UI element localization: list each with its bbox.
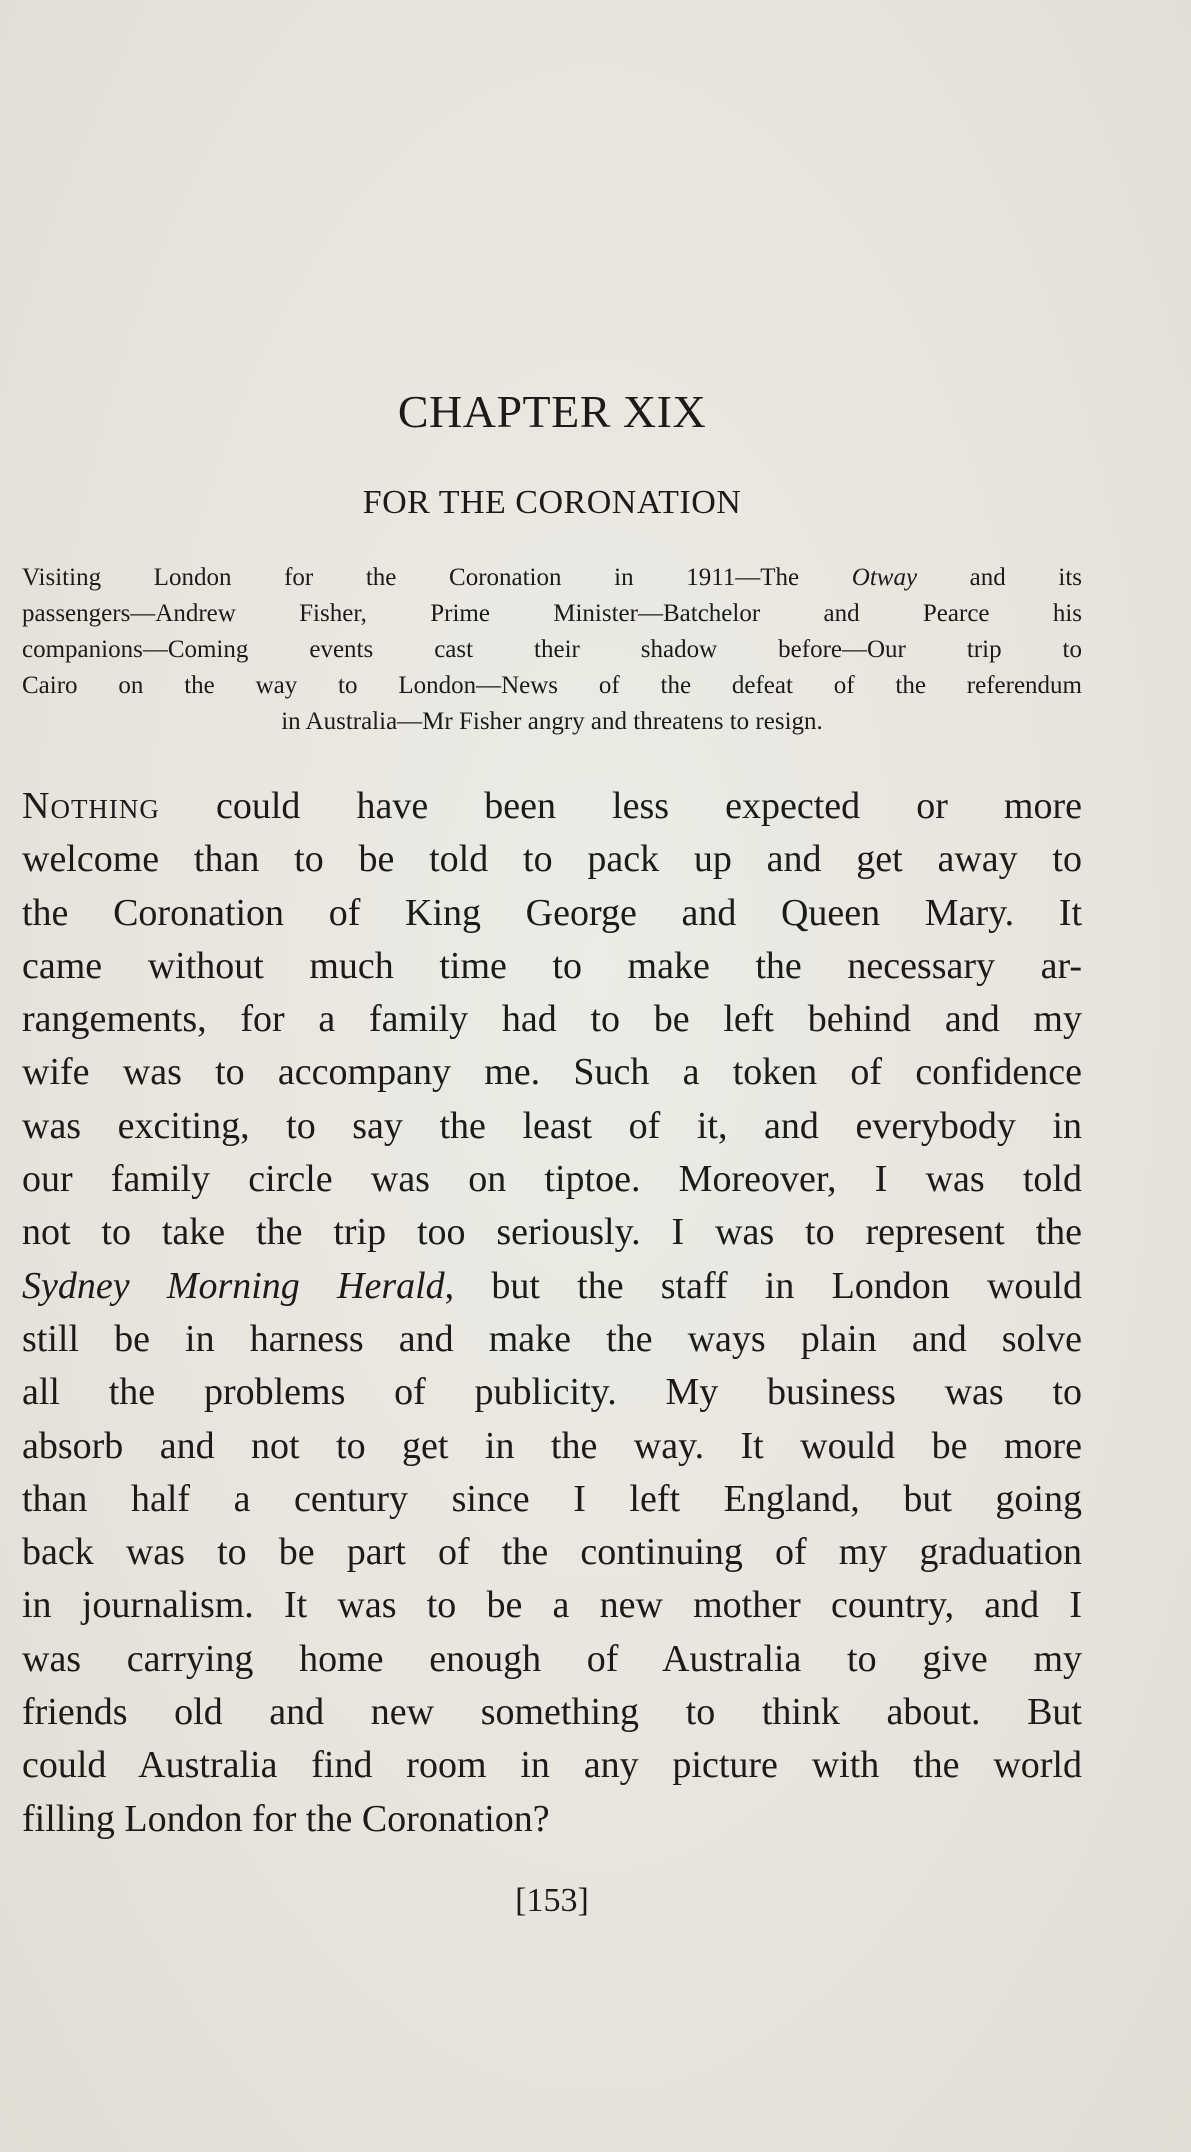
page-number: [153] — [515, 1882, 589, 1919]
newspaper-title: Sydney Morning Herald — [22, 1264, 445, 1307]
synopsis-line: in Australia—Mr Fisher angry and threatens to resign. — [281, 708, 823, 735]
body-line: filling London for the Coronation? — [22, 1797, 550, 1840]
body-line: was exciting, to say the least of it, and everybody in — [22, 1104, 1082, 1147]
body-line: came without much time to make the necessary ar- — [22, 944, 1082, 987]
body-line: absorb and not to get in the way. It would be more — [22, 1424, 1082, 1467]
chapter-subtitle: FOR THE CORONATION — [362, 484, 742, 521]
body-line: all the problems of publicity. My business was to — [22, 1371, 1082, 1414]
body-line: was carrying home enough of Australia to give my — [22, 1637, 1082, 1680]
body-line: welcome than to be told to pack up and get away to — [22, 838, 1082, 881]
body-line: Nothing could have been less expected or more — [22, 785, 1082, 827]
body-line: wife was to accompany me. Such a token of confidence — [22, 1051, 1082, 1094]
body-line: in journalism. It was to be a new mother country, and I — [22, 1584, 1082, 1627]
chapter-title: CHAPTER XIX — [397, 386, 707, 437]
body-line: Sydney Morning Herald, but the staff in London would — [22, 1264, 1082, 1307]
body-line: still be in harness and make the ways plain and solve — [22, 1317, 1082, 1360]
body-line: rangements, for a family had to be left behind and my — [22, 998, 1082, 1041]
body-line: the Coronation of King George and Queen Mary. It — [22, 891, 1082, 934]
synopsis-line: companions—Coming events cast their shadow before—Our trip to — [22, 636, 1082, 663]
synopsis-line: Visiting London for the Coronation in 1911—The Otway and its — [22, 564, 1082, 591]
body-line: could Australia find room in any picture with the world — [22, 1744, 1082, 1787]
body-line: back was to be part of the continuing of my graduation — [22, 1531, 1082, 1574]
body-line: friends old and new something to think about. But — [22, 1691, 1082, 1734]
synopsis-line: Cairo on the way to London—News of the defeat of the referendum — [22, 672, 1082, 699]
body-line: than half a century since I left England, but going — [22, 1477, 1082, 1520]
body-line: our family circle was on tiptoe. Moreover, I was told — [22, 1158, 1082, 1201]
opening-word: Nothing — [22, 785, 160, 827]
synopsis-line: passengers—Andrew Fisher, Prime Minister—Batchelor and Pearce his — [22, 600, 1082, 627]
chapter-synopsis — [22, 560, 1082, 740]
body-paragraph — [22, 780, 1082, 1846]
body-line: not to take the trip too seriously. I was to represent the — [22, 1211, 1082, 1254]
